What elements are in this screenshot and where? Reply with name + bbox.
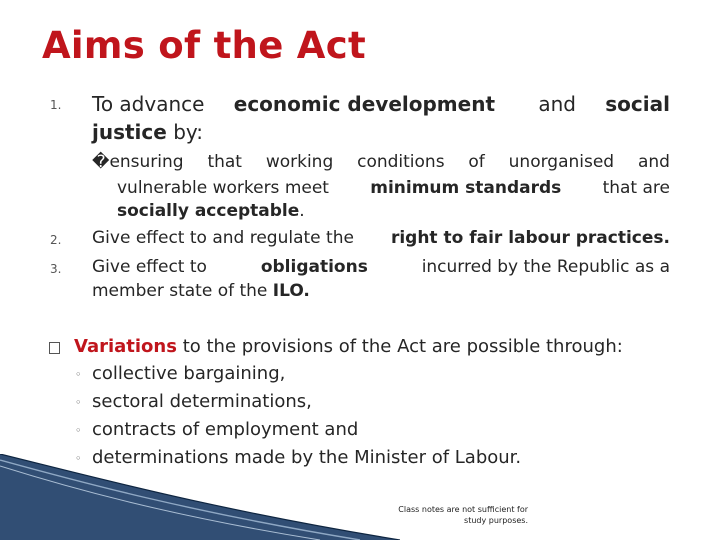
item-3-bold-ilo: ILO. xyxy=(272,281,310,301)
item-3-line-1 xyxy=(92,257,670,277)
item-3-bold-obligations: obligations xyxy=(260,257,368,277)
sub-bullet-glyph: � xyxy=(92,152,110,172)
item-3-text: Give effect to xyxy=(92,257,207,277)
sub-bold-minimum-standards: minimum standards xyxy=(370,178,562,198)
item-1-and: and xyxy=(538,92,576,116)
sub-bullet-line-3 xyxy=(117,201,305,221)
sub-period: . xyxy=(299,201,305,221)
footnote xyxy=(340,504,528,526)
item-1-bold-social: social xyxy=(605,92,670,116)
square-bullet-icon xyxy=(49,342,60,354)
sub-bullet-line-2 xyxy=(117,178,670,198)
item-number-3: 3. xyxy=(50,262,62,276)
item-2-text: Give effect to and regulate the xyxy=(92,228,354,248)
footnote-line-1: Class notes are not sufficient for xyxy=(398,505,528,514)
variations-heading xyxy=(74,336,623,357)
variations-keyword: Variations xyxy=(74,336,177,357)
item-1-text: To advance xyxy=(92,92,205,116)
variation-item: collective bargaining, xyxy=(92,363,286,384)
sub-bullet-word xyxy=(92,152,184,172)
item-number-1: 1. xyxy=(50,98,62,112)
sub-word: ensuring xyxy=(109,152,184,172)
sub-word: unorganised xyxy=(508,152,615,172)
item-1-by: by: xyxy=(173,120,204,144)
sub-word: working xyxy=(265,152,334,172)
sub-bold-socially-acceptable: socially acceptable xyxy=(117,201,300,221)
item-3-text-rest: incurred by the Republic as a xyxy=(421,257,670,277)
item-1-bold-justice: justice xyxy=(92,120,167,144)
variation-item: contracts of employment and xyxy=(92,419,359,440)
variation-item: sectoral determinations, xyxy=(92,391,312,412)
item-1-line-1 xyxy=(92,92,670,116)
circle-bullet-icon: ◦ xyxy=(75,424,82,437)
circle-bullet-icon: ◦ xyxy=(75,452,82,465)
item-3-line-2 xyxy=(92,281,310,301)
variations-rest: to the provisions of the Act are possible through: xyxy=(176,336,623,357)
footnote-line-2: study purposes. xyxy=(464,516,528,525)
sub-word: of xyxy=(468,152,485,172)
slide-title: Aims of the Act xyxy=(42,24,366,67)
circle-bullet-icon: ◦ xyxy=(75,368,82,381)
item-2-bold-right: right to fair labour practices. xyxy=(390,228,670,248)
sub-text: vulnerable workers meet xyxy=(117,178,329,198)
sub-word: conditions xyxy=(357,152,445,172)
item-number-2: 2. xyxy=(50,233,62,247)
item-1-bold-economic: economic development xyxy=(233,92,495,116)
sub-bullet-line-1 xyxy=(92,152,670,172)
item-3-member: member state of the xyxy=(92,281,268,301)
sub-text: that are xyxy=(602,178,670,198)
circle-bullet-icon: ◦ xyxy=(75,396,82,409)
item-2-line xyxy=(92,228,670,248)
decorative-swoosh xyxy=(0,454,400,540)
variation-item: determinations made by the Minister of Labour. xyxy=(92,447,522,468)
sub-word: and xyxy=(637,152,670,172)
item-1-line-2 xyxy=(92,120,203,144)
sub-word: that xyxy=(207,152,242,172)
